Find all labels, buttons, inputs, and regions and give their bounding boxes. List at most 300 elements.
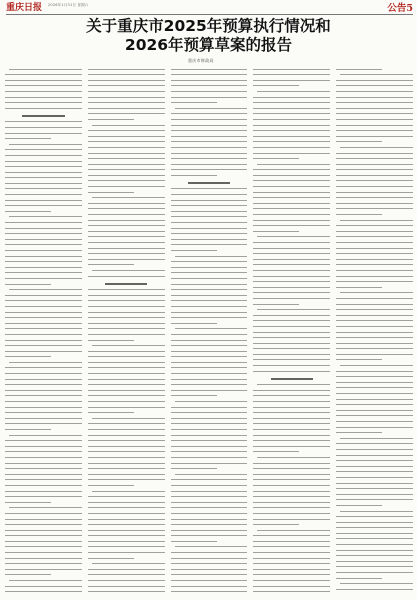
body-text-line	[5, 334, 82, 335]
body-text-line	[175, 108, 248, 109]
body-text-line	[253, 479, 330, 480]
body-text-line	[253, 446, 330, 447]
body-text-line	[253, 74, 330, 75]
section-subhead-bar	[105, 283, 147, 285]
body-text-line	[88, 108, 165, 109]
body-text-line	[171, 130, 248, 131]
body-text-line	[336, 343, 413, 344]
body-text-line	[5, 446, 82, 447]
body-text-line	[253, 348, 330, 349]
body-text-line	[88, 362, 165, 363]
body-text-line	[336, 175, 413, 176]
body-text-line	[88, 541, 165, 542]
body-text-line	[171, 569, 248, 570]
body-text-line	[88, 351, 165, 352]
body-text-line	[5, 519, 82, 520]
body-text-line	[336, 555, 413, 556]
body-text-line	[336, 85, 413, 86]
body-text-line	[253, 136, 330, 137]
body-text-line	[5, 485, 82, 486]
newspaper-masthead: 重庆日报	[6, 3, 43, 13]
body-text-line	[171, 97, 248, 98]
body-text-line	[5, 102, 82, 103]
body-text-line	[253, 276, 330, 277]
body-text-line	[253, 563, 330, 564]
body-text-line	[336, 516, 413, 517]
body-text-line	[175, 401, 248, 402]
body-text-line	[253, 153, 330, 154]
body-text-line	[171, 175, 217, 176]
body-text-line	[171, 340, 248, 341]
body-text-line	[171, 244, 248, 245]
section-subhead-bar	[22, 115, 64, 117]
body-text-line	[5, 149, 82, 150]
body-text-line	[336, 399, 413, 400]
body-text-line	[171, 147, 248, 148]
body-text-line	[257, 309, 330, 310]
body-text-line	[88, 586, 165, 587]
body-text-line	[92, 491, 165, 492]
body-text-line	[171, 351, 248, 352]
body-text-line	[88, 141, 165, 142]
body-text-line	[253, 69, 330, 70]
body-text-line	[5, 558, 82, 559]
body-text-line	[5, 177, 82, 178]
body-text-line	[88, 147, 165, 148]
body-text-line	[340, 511, 413, 512]
body-text-line	[253, 125, 330, 126]
body-text-line	[5, 272, 82, 273]
body-text-line	[88, 192, 134, 193]
body-text-line	[171, 412, 248, 413]
body-text-line	[336, 421, 413, 422]
body-text-line	[253, 463, 330, 464]
body-text-line	[253, 264, 330, 265]
body-text-line	[5, 228, 82, 229]
body-text-line	[336, 348, 413, 349]
body-text-line	[253, 287, 330, 288]
body-text-line	[253, 208, 330, 209]
body-text-line	[336, 214, 382, 215]
body-text-line	[257, 236, 330, 237]
body-text-line	[171, 435, 248, 436]
body-text-line	[171, 586, 248, 587]
body-text-line	[5, 351, 82, 352]
body-text-line	[88, 264, 134, 265]
body-text-line	[336, 80, 413, 81]
body-text-line	[5, 172, 82, 173]
body-text-line	[336, 443, 413, 444]
body-text-line	[253, 158, 299, 159]
body-text-line	[88, 69, 165, 70]
body-text-line	[340, 74, 413, 75]
body-text-line	[253, 220, 330, 221]
body-text-line	[5, 295, 82, 296]
body-text-line	[92, 418, 165, 419]
body-text-line	[5, 423, 82, 424]
body-text-line	[171, 323, 217, 324]
body-text-line	[336, 499, 413, 500]
body-text-line	[171, 228, 248, 229]
body-text-line	[253, 574, 330, 575]
body-text-line	[336, 376, 413, 377]
body-text-line	[5, 300, 82, 301]
body-text-line	[5, 328, 82, 329]
body-text-line	[171, 119, 248, 120]
body-text-line	[5, 183, 82, 184]
body-text-line	[88, 390, 165, 391]
body-text-line	[171, 451, 248, 452]
body-text-line	[253, 147, 330, 148]
body-text-line	[88, 253, 165, 254]
body-text-line	[336, 259, 413, 260]
body-text-line	[88, 74, 165, 75]
body-text-line	[336, 130, 413, 131]
body-text-line	[336, 309, 413, 310]
body-text-line	[171, 513, 248, 514]
body-text-line	[253, 315, 330, 316]
body-text-line	[336, 125, 413, 126]
body-text-line	[171, 272, 248, 273]
body-text-line	[171, 407, 248, 408]
body-text-line	[5, 194, 82, 195]
body-text-line	[171, 558, 248, 559]
body-text-line	[171, 379, 248, 380]
body-text-line	[336, 69, 382, 70]
body-text-line	[88, 356, 165, 357]
body-text-line	[336, 276, 413, 277]
body-text-line	[253, 440, 330, 441]
body-text-line	[171, 233, 248, 234]
body-text-line	[88, 367, 165, 368]
body-text-line	[336, 281, 413, 282]
body-text-line	[171, 334, 248, 335]
body-text-line	[92, 345, 165, 346]
body-text-line	[340, 220, 413, 221]
body-text-line	[171, 194, 248, 195]
body-text-line	[253, 485, 330, 486]
body-text-line	[88, 130, 165, 131]
body-text-line	[253, 474, 330, 475]
body-text-line	[88, 423, 165, 424]
body-text-line	[5, 574, 51, 575]
body-text-line	[171, 91, 248, 92]
body-text-line	[340, 583, 413, 584]
body-text-line	[88, 451, 165, 452]
body-text-line	[171, 591, 248, 592]
body-text-line	[88, 507, 165, 508]
body-text-line	[171, 222, 248, 223]
body-text-line	[336, 153, 413, 154]
body-text-line	[5, 407, 82, 408]
body-text-line	[171, 367, 248, 368]
body-text-line	[88, 412, 134, 413]
body-text-line	[88, 300, 165, 301]
body-text-line	[257, 530, 330, 531]
page-header	[0, 0, 417, 14]
body-text-line	[5, 306, 82, 307]
body-text-line	[336, 332, 413, 333]
article-body	[5, 64, 413, 597]
body-text-line	[336, 578, 382, 579]
body-text-line	[336, 264, 413, 265]
body-text-line	[171, 491, 248, 492]
body-text-line	[88, 248, 165, 249]
body-text-line	[88, 220, 165, 221]
body-text-line	[253, 248, 330, 249]
body-text-line	[171, 479, 248, 480]
body-text-line	[336, 488, 413, 489]
body-text-line	[9, 362, 82, 363]
body-text-line	[253, 451, 299, 452]
body-text-line	[88, 558, 134, 559]
body-text-line	[336, 371, 413, 372]
body-text-line	[88, 591, 165, 592]
body-text-line	[5, 340, 82, 341]
body-text-line	[9, 289, 82, 290]
body-text-line	[336, 253, 413, 254]
body-text-line	[253, 337, 330, 338]
body-text-line	[5, 200, 82, 201]
body-text-line	[88, 119, 134, 120]
body-text-line	[171, 390, 248, 391]
body-text-line	[88, 289, 165, 290]
text-column-4	[253, 64, 330, 597]
body-text-line	[88, 485, 134, 486]
body-text-line	[88, 231, 165, 232]
body-text-line	[336, 522, 413, 523]
body-text-line	[257, 384, 330, 385]
body-text-line	[336, 466, 413, 467]
body-text-line	[336, 108, 413, 109]
body-text-line	[9, 580, 82, 581]
body-text-line	[5, 261, 82, 262]
body-text-line	[336, 186, 413, 187]
body-text-line	[253, 332, 330, 333]
body-text-line	[336, 197, 413, 198]
body-text-line	[88, 91, 165, 92]
body-text-line	[88, 340, 134, 341]
body-text-line	[336, 248, 413, 249]
body-text-line	[336, 236, 413, 237]
body-text-line	[5, 563, 82, 564]
body-text-line	[171, 267, 248, 268]
body-text-line	[5, 97, 82, 98]
body-text-line	[336, 393, 413, 394]
body-text-line	[253, 119, 330, 120]
body-text-line	[5, 367, 82, 368]
body-text-line	[171, 250, 217, 251]
body-text-line	[253, 395, 330, 396]
body-text-line	[171, 125, 248, 126]
body-text-line	[336, 169, 413, 170]
body-text-line	[88, 457, 165, 458]
body-text-line	[5, 138, 51, 139]
body-text-line	[88, 530, 165, 531]
body-text-line	[171, 395, 217, 396]
body-text-line	[88, 225, 165, 226]
body-text-line	[5, 80, 82, 81]
body-text-line	[336, 180, 413, 181]
body-text-line	[336, 304, 413, 305]
body-text-line	[253, 365, 330, 366]
body-text-line	[340, 292, 413, 293]
body-text-line	[88, 569, 165, 570]
body-text-line	[5, 451, 82, 452]
body-text-line	[171, 429, 248, 430]
body-text-line	[88, 306, 165, 307]
body-text-line	[336, 97, 413, 98]
body-text-line	[253, 130, 330, 131]
body-text-line	[340, 147, 413, 148]
body-text-line	[336, 415, 413, 416]
body-text-line	[253, 513, 330, 514]
body-text-line	[88, 276, 165, 277]
body-text-line	[171, 300, 248, 301]
body-text-line	[171, 457, 248, 458]
body-text-line	[171, 446, 248, 447]
body-text-line	[253, 412, 330, 413]
body-text-line	[88, 373, 165, 374]
article-title-line-2: 2026年预算草案的报告	[124, 36, 293, 54]
body-text-line	[253, 169, 330, 170]
body-text-line	[253, 175, 330, 176]
body-text-line	[171, 362, 248, 363]
body-text-line	[253, 197, 330, 198]
body-text-line	[336, 561, 413, 562]
body-text-line	[171, 69, 248, 70]
body-text-line	[340, 365, 413, 366]
body-text-line	[253, 326, 330, 327]
body-text-line	[253, 519, 330, 520]
body-text-line	[171, 485, 248, 486]
body-text-line	[5, 256, 82, 257]
body-text-line	[336, 449, 413, 450]
body-text-line	[253, 141, 330, 142]
body-text-line	[5, 546, 82, 547]
body-text-line	[171, 158, 248, 159]
body-text-line	[171, 261, 248, 262]
body-text-line	[88, 474, 165, 475]
body-text-line	[88, 323, 165, 324]
body-text-line	[253, 97, 330, 98]
body-text-line	[88, 80, 165, 81]
body-text-line	[171, 141, 248, 142]
body-text-line	[5, 155, 82, 156]
body-text-line	[88, 395, 165, 396]
body-text-line	[336, 164, 413, 165]
body-text-line	[253, 541, 330, 542]
body-text-line	[336, 231, 413, 232]
body-text-line	[5, 317, 82, 318]
body-text-line	[88, 463, 165, 464]
body-text-line	[253, 401, 330, 402]
body-text-line	[9, 69, 82, 70]
body-text-line	[253, 552, 330, 553]
body-text-line	[336, 471, 413, 472]
body-text-line	[5, 74, 82, 75]
body-text-line	[171, 384, 248, 385]
body-text-line	[5, 121, 82, 122]
body-text-line	[175, 256, 248, 257]
body-text-line	[336, 119, 413, 120]
text-column-1	[5, 64, 82, 597]
body-text-line	[253, 502, 330, 503]
body-text-line	[336, 326, 413, 327]
body-text-line	[336, 483, 413, 484]
body-text-line	[171, 306, 248, 307]
body-text-line	[175, 474, 248, 475]
body-text-line	[88, 574, 165, 575]
body-text-line	[253, 225, 330, 226]
body-text-line	[336, 337, 413, 338]
body-text-line	[336, 158, 413, 159]
body-text-line	[253, 85, 299, 86]
body-text-line	[5, 222, 82, 223]
body-text-line	[336, 544, 413, 545]
body-text-line	[88, 180, 165, 181]
body-text-line	[336, 315, 413, 316]
body-text-line	[5, 108, 82, 109]
body-text-line	[5, 479, 82, 480]
body-text-line	[171, 535, 248, 536]
body-text-line	[336, 113, 413, 114]
body-text-line	[5, 356, 51, 357]
body-text-line	[171, 552, 248, 553]
body-text-line	[88, 328, 165, 329]
body-text-line	[88, 242, 165, 243]
body-text-line	[171, 278, 248, 279]
body-text-line	[336, 320, 413, 321]
body-text-line	[5, 395, 82, 396]
body-text-line	[336, 192, 413, 193]
body-text-line	[5, 312, 82, 313]
body-text-line	[5, 586, 82, 587]
body-text-line	[5, 491, 82, 492]
section-subhead-bar	[271, 378, 313, 380]
body-text-line	[5, 524, 82, 525]
body-text-line	[253, 580, 330, 581]
body-text-line	[88, 384, 165, 385]
body-text-line	[253, 242, 330, 243]
body-text-line	[253, 186, 330, 187]
body-text-line	[253, 253, 330, 254]
body-text-line	[5, 429, 51, 430]
body-text-line	[5, 384, 82, 385]
body-text-line	[88, 524, 165, 525]
body-text-line	[253, 418, 330, 419]
body-text-line	[5, 591, 82, 592]
body-text-line	[5, 463, 82, 464]
body-text-line	[88, 580, 165, 581]
body-text-line	[9, 435, 82, 436]
body-text-line	[88, 407, 165, 408]
body-text-line	[88, 164, 165, 165]
body-text-line	[336, 455, 413, 456]
body-text-line	[5, 502, 51, 503]
issue-info: 2026年1月31日 星期六	[48, 3, 89, 7]
body-text-line	[88, 401, 165, 402]
body-text-line	[253, 180, 330, 181]
body-text-line	[5, 530, 82, 531]
body-text-line	[171, 312, 248, 313]
body-text-line	[5, 250, 82, 251]
body-text-line	[5, 474, 82, 475]
body-text-line	[336, 527, 413, 528]
body-text-line	[253, 429, 330, 430]
section-label: 公告5	[387, 3, 413, 14]
body-text-line	[171, 205, 248, 206]
